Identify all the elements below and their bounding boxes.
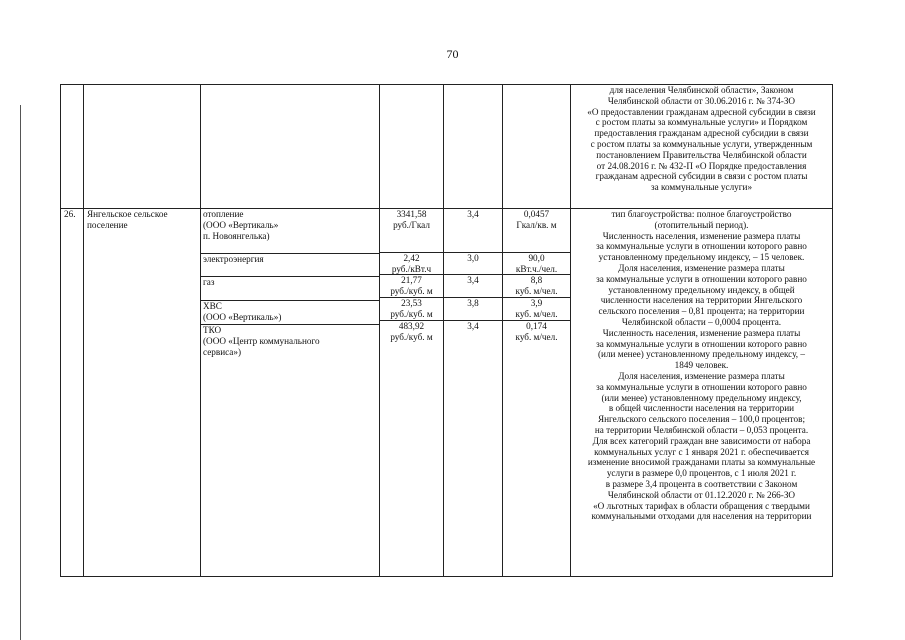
empty-cell — [444, 85, 503, 209]
service-name: отопление (ООО «Вертикаль» п. Новоянгелька) — [201, 209, 379, 254]
norm-values-cell — [503, 209, 571, 577]
empty-cell — [61, 85, 84, 209]
page-edge-line — [20, 105, 21, 640]
norm-value: 3,9 куб. м/чел. — [503, 298, 570, 321]
tariff-value: 3341,58 руб./Гкал — [380, 209, 443, 253]
empty-cell — [201, 85, 380, 209]
norm-value: 90,0 кВт.ч./чел. — [503, 253, 570, 275]
index-value: 3,4 — [444, 209, 502, 253]
norm-value: 8,8 куб. м/чел. — [503, 275, 570, 298]
empty-cell — [503, 85, 571, 209]
empty-cell — [380, 85, 444, 209]
index-values-cell — [444, 209, 503, 577]
row-number: 26. — [61, 209, 84, 577]
index-value: 3,4 — [444, 275, 502, 298]
tariff-value: 2,42 руб./кВт.ч — [380, 253, 443, 275]
norm-value: 0,0457 Гкал/кв. м — [503, 209, 570, 253]
table-row-continued — [61, 85, 833, 209]
tariff-value: 483,92 руб./куб. м — [390, 321, 433, 342]
tariff-value: 21,77 руб./куб. м — [380, 275, 443, 298]
tariff-values-cell — [380, 209, 444, 577]
service-names-cell — [201, 209, 380, 577]
service-name: ТКО (ООО «Центр коммунального сервиса») — [203, 325, 320, 357]
index-value: 3,8 — [444, 298, 502, 321]
table-row-26 — [61, 209, 833, 577]
tariff-value: 23,53 руб./куб. м — [380, 298, 443, 321]
tariff-table — [60, 84, 833, 577]
index-value: 3,0 — [444, 253, 502, 275]
service-name: электроэнергия — [201, 254, 379, 277]
service-name: ХВС (ООО «Вертикаль») — [201, 301, 379, 325]
legal-basis-text: тип благоустройства: полное благоустройство (отопительный период). Численность населения, изменение размера платы за коммунальные услуги в отношении которого равно установленному предельному индексу, – 15 человек. Доля населения, изменение размера платы за коммунальные услуги в отношении которого равно установленному предельному индексу, в общей численности населения на территории Янгельского сельского поселения – 0,81 процента; на территории Челябинской области – 0,0004 процента. Численность населения, изменение размера платы за коммунальные услуги в отношении которого равно (или менее) установленному предельному индексу, – 1849 человек. Доля населения, изменение размера платы за коммунальные услуги в отношении которого равно (или менее) установленному предельному индексу, в общей численности населения на территории Янгельского сельского поселения – 100,0 процентов; на территории Челябинской области – 0,053 процента. Для всех категорий граждан вне зависимости от набора коммунальных услуг с 1 января 2021 г. обеспечивается изменение вносимой гражданами платы за коммунальные услуги в размере 0,0 процентов, с 1 июля 2021 г. в размере 3,4 процента в соответствии с Законом Челябинской области от 01.12.2020 г. № 266-ЗО «О льготных тарифах в области обращения с твердыми коммунальными отходами для населения на территории — [571, 209, 833, 577]
index-value: 3,4 — [467, 321, 479, 331]
settlement-name: Янгельское сельское поселение — [84, 209, 201, 577]
service-name: газ — [201, 277, 379, 301]
norm-value: 0,174 куб. м/чел. — [515, 321, 558, 342]
page-number: 70 — [446, 47, 459, 61]
legal-basis-text-continued: для населения Челябинской области», Законом Челябинской области от 30.06.2016 г. № 374-ЗО «О предоставлении гражданам адресной субсидии в связи с ростом платы за коммунальные услуги» и Порядком предоставления гражданам адресной субсидии в связи с ростом платы за коммунальные услуги, утвержденным постановлением Правительства Челябинской области от 24.08.2016 г. № 432-П «О Порядке предоставления гражданам адресной субсидии в связи с ростом платы за коммунальные услуги» — [571, 85, 833, 209]
empty-cell — [84, 85, 201, 209]
